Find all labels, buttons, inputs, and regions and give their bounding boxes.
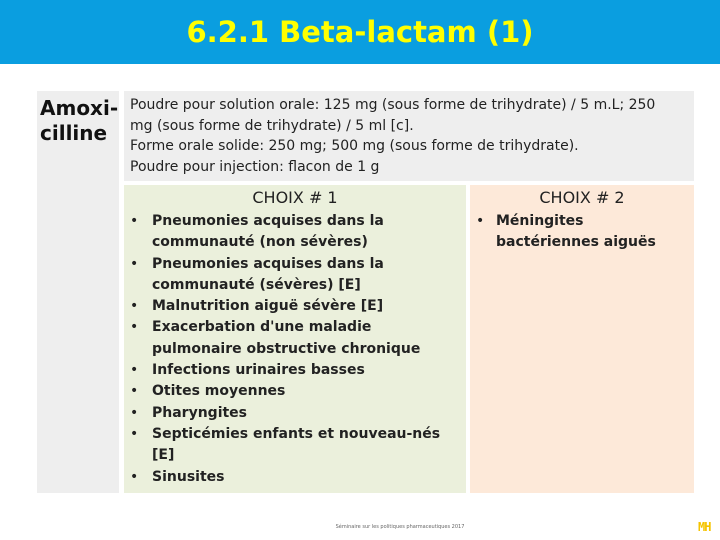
slide-title: 6.2.1 Beta-lactam (1) bbox=[186, 15, 534, 49]
list-item: • Malnutrition aiguë sévère [E] bbox=[128, 296, 463, 317]
dosage-form-line: mg (sous forme de trihydrate) / 5 ml [c]. bbox=[130, 117, 414, 134]
choix1-list bbox=[128, 211, 463, 488]
choix1-heading: CHOIX # 1 bbox=[252, 188, 338, 207]
list-item: • Septicémies enfants et nouveau-nés [E] bbox=[130, 425, 441, 464]
bullet-icon: • bbox=[130, 362, 139, 379]
bullet-icon: • bbox=[130, 319, 139, 336]
list-item: • Otites moyennes bbox=[128, 381, 463, 402]
list-item: • Pneumonies acquises dans la communauté (sévères) [E] bbox=[130, 255, 384, 293]
bullet-icon: • bbox=[130, 255, 139, 272]
list-item: • Sinusites bbox=[128, 467, 463, 488]
bullet-icon: • bbox=[130, 425, 139, 442]
bullet-icon: • bbox=[130, 383, 139, 400]
bullet-icon: • bbox=[130, 298, 139, 315]
list-item: • Pneumonies acquises dans la communauté (non sévères) bbox=[130, 213, 384, 251]
drug-name: Amoxi-cilline bbox=[40, 96, 119, 145]
choix2-list bbox=[474, 211, 690, 253]
list-item: • Infections urinaires basses bbox=[128, 360, 463, 381]
bullet-icon: • bbox=[130, 213, 139, 229]
list-item: • Méningites bactériennes aiguës bbox=[476, 213, 656, 250]
bullet-icon: • bbox=[130, 468, 139, 485]
dosage-form-line: Forme orale solide: 250 mg; 500 mg (sous forme de trihydrate). bbox=[130, 138, 579, 154]
dosage-form-line: Poudre pour injection: flacon de 1 g bbox=[130, 158, 380, 175]
list-item: • Exacerbation d'une maladie pulmonaire obstructive chronique bbox=[130, 319, 421, 357]
choix2-heading: CHOIX # 2 bbox=[539, 188, 625, 207]
logo: MH bbox=[698, 520, 711, 534]
drug-cell bbox=[37, 91, 119, 493]
bullet-icon: • bbox=[476, 213, 485, 229]
dosage-forms bbox=[130, 95, 692, 177]
bullet-icon: • bbox=[130, 404, 139, 421]
dosage-form-line: Poudre pour solution orale: 125 mg (sous forme de trihydrate) / 5 m.L; 250 bbox=[130, 97, 656, 113]
footer-text: Séminaire sur les politiques pharmaceutiques 2017 bbox=[335, 524, 465, 530]
list-item: • Pharyngites bbox=[128, 403, 463, 424]
